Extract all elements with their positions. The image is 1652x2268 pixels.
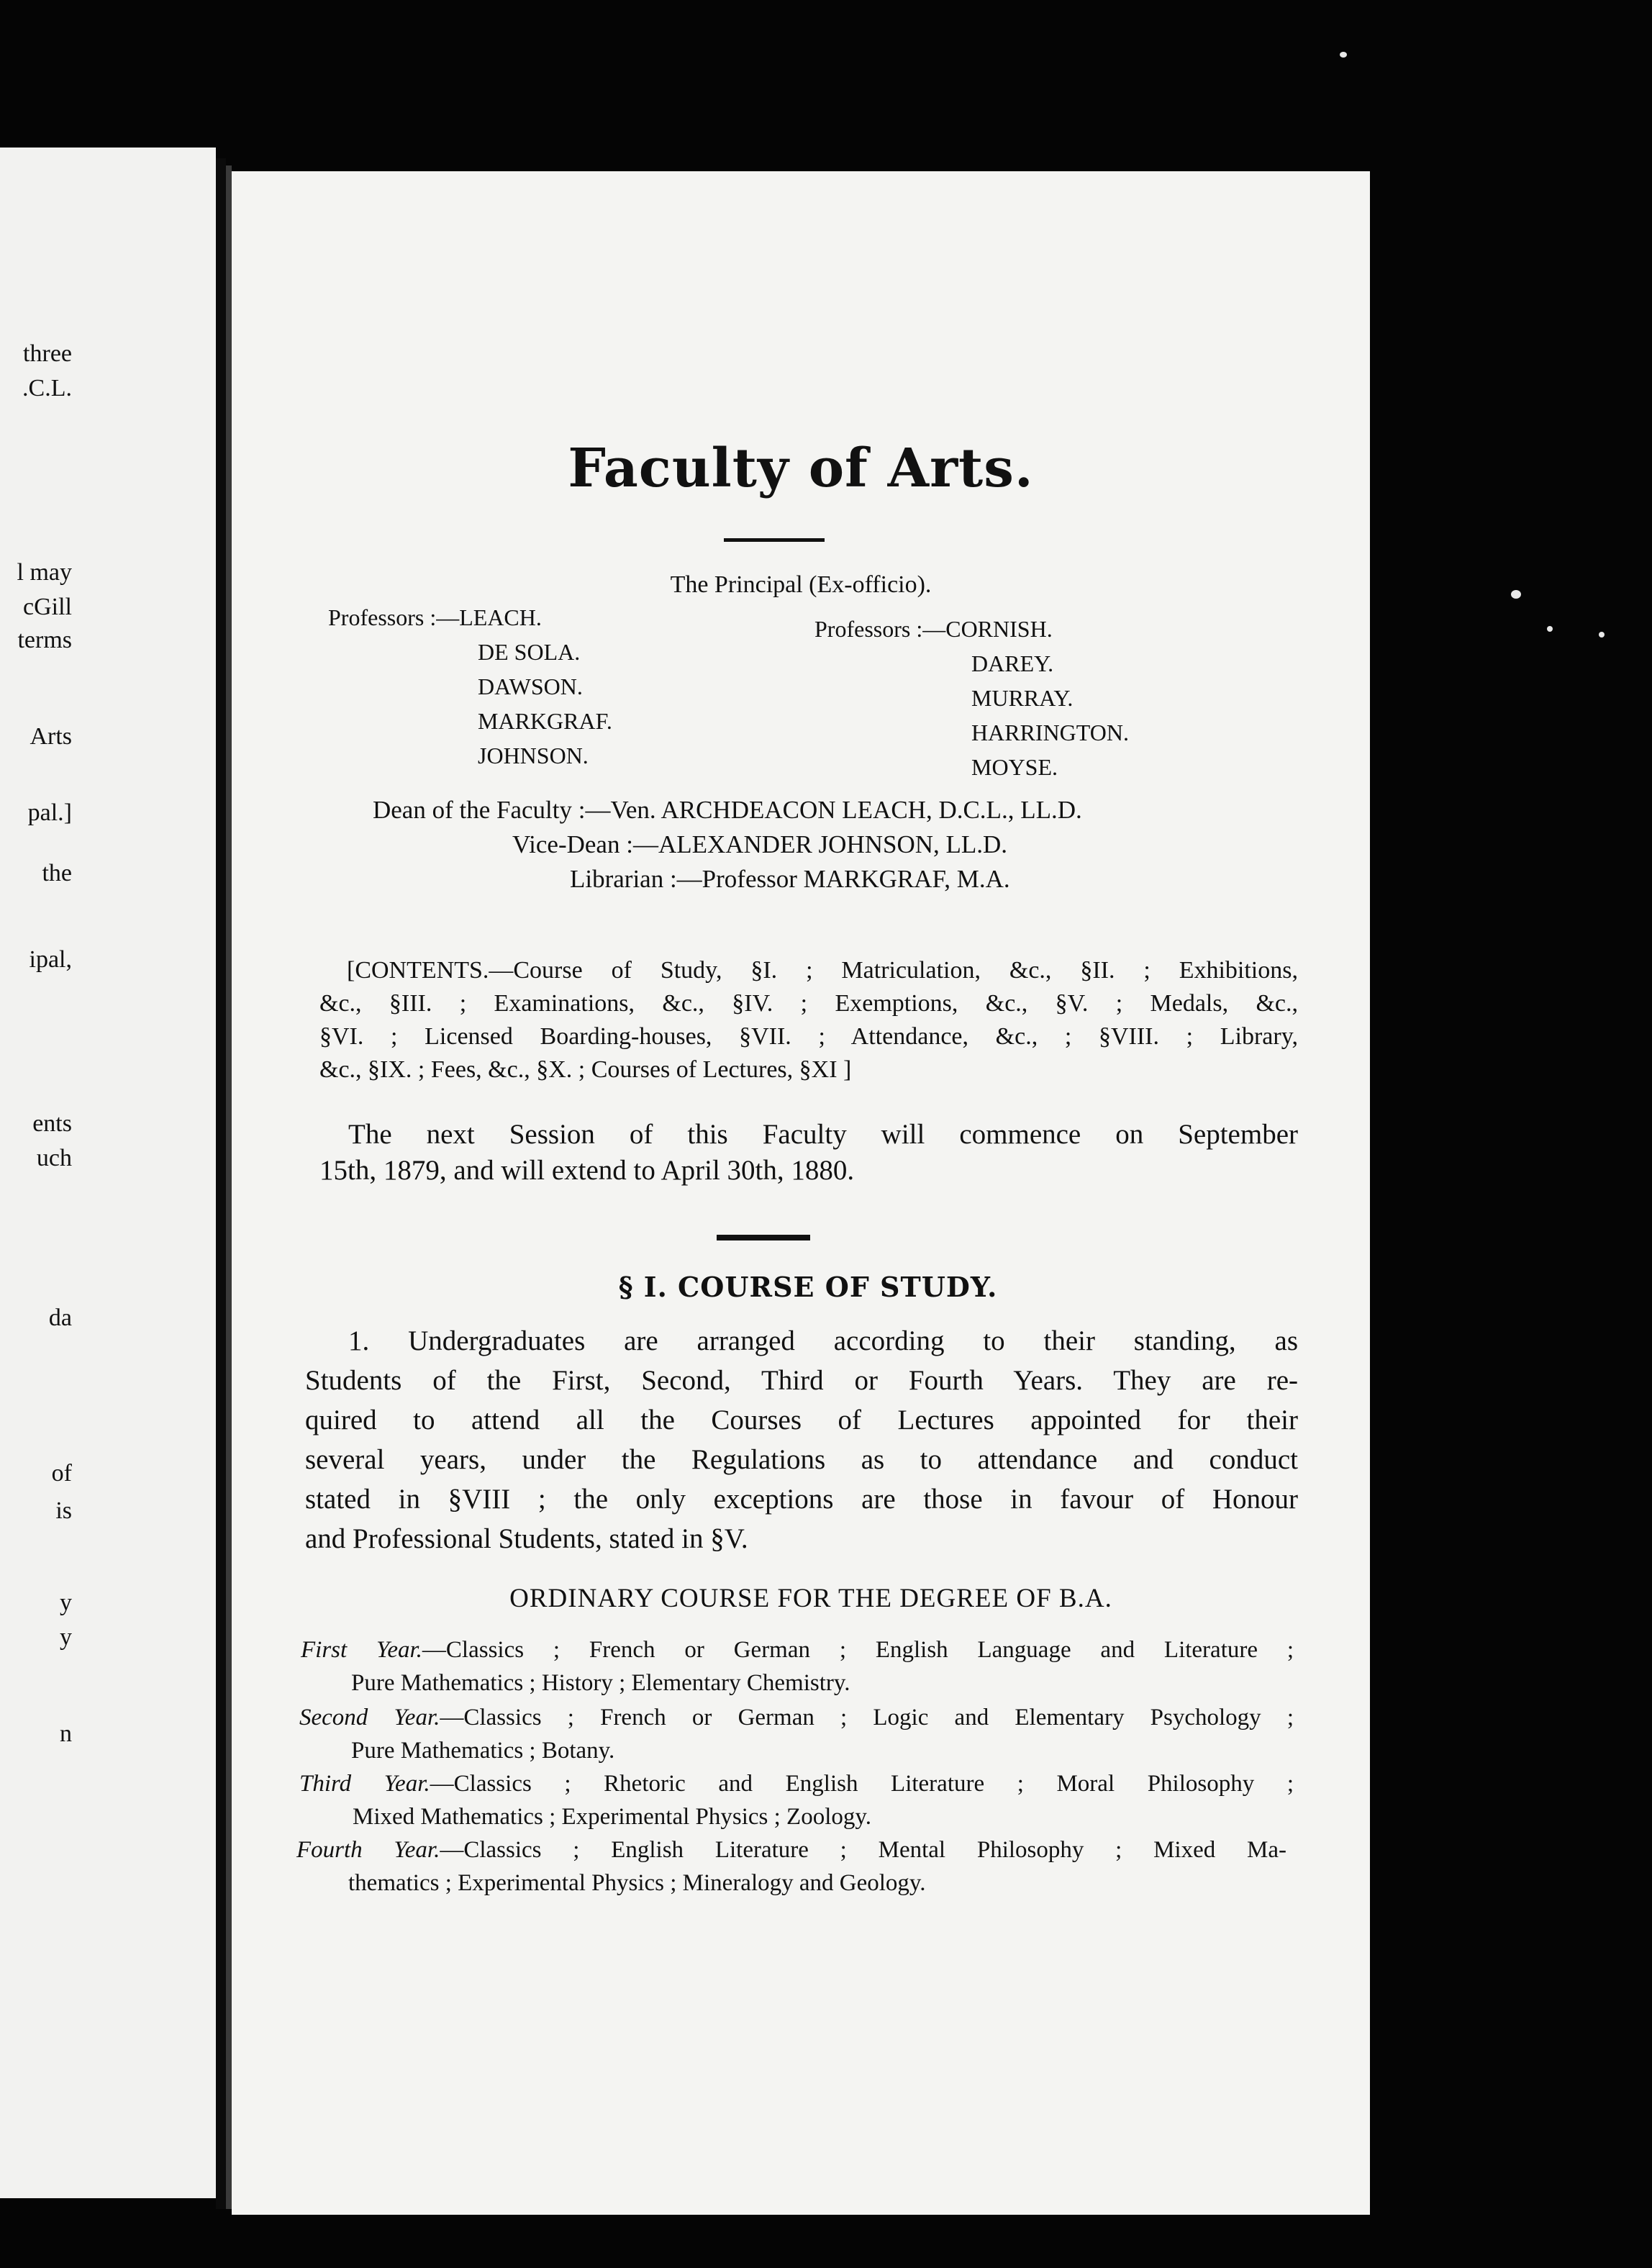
year-label: First Year. bbox=[301, 1637, 422, 1663]
contents-line: [CONTENTS.—Course of Study, §I. ; Matriculation, &c., §II. ; Exhibitions, bbox=[347, 957, 1298, 984]
session-line: The next Session of this Faculty will commence on September bbox=[348, 1119, 1298, 1150]
course-line: 1. Undergraduates are arranged according to their standing, as bbox=[348, 1325, 1298, 1356]
vice-dean-line: Vice-Dean :—ALEXANDER JOHNSON, LL.D. bbox=[512, 830, 1008, 858]
section-heading: § I. COURSE OF STUDY. bbox=[618, 1271, 998, 1303]
course-paragraph bbox=[305, 1321, 1298, 1559]
dean-line: Dean of the Faculty :—Ven. ARCHDEACON LEACH, D.C.L., LL.D. bbox=[373, 796, 1082, 824]
contents-line: &c., §IX. ; Fees, &c., §X. ; Courses of Lectures, §XI ] bbox=[319, 1056, 852, 1083]
dust-speck bbox=[1599, 632, 1605, 638]
left-fragment: y bbox=[60, 1589, 72, 1616]
course-line: quired to attend all the Courses of Lectures appointed for their bbox=[305, 1405, 1298, 1435]
professors-label-left: Professors :—LEACH. bbox=[328, 604, 542, 630]
left-fragment: pal.] bbox=[27, 799, 72, 826]
year-subjects-cont: Mixed Mathematics ; Experimental Physics ; Zoology. bbox=[353, 1804, 871, 1830]
book-gutter bbox=[226, 165, 232, 2209]
dust-speck bbox=[1511, 590, 1521, 599]
session-paragraph bbox=[319, 1117, 1298, 1189]
left-fragment: ipal, bbox=[29, 946, 72, 973]
left-fragment: cGill bbox=[23, 594, 72, 620]
course-line: several years, under the Regulations as to attendance and conduct bbox=[305, 1444, 1298, 1475]
ordinary-course-heading: ORDINARY COURSE FOR THE DEGREE OF B.A. bbox=[509, 1584, 1112, 1613]
year-subjects-cont: Pure Mathematics ; History ; Elementary Chemistry. bbox=[351, 1670, 850, 1696]
left-fragment: of bbox=[51, 1460, 72, 1487]
year-subjects-cont: thematics ; Experimental Physics ; Mineralogy and Geology. bbox=[348, 1870, 926, 1896]
left-fragment: uch bbox=[36, 1145, 72, 1171]
page-title: Faculty of Arts. bbox=[568, 437, 1034, 499]
left-fragment: ents bbox=[32, 1110, 72, 1137]
year-label: Third Year. bbox=[299, 1771, 430, 1797]
librarian-line: Librarian :—Professor MARKGRAF, M.A. bbox=[570, 865, 1010, 893]
year-block bbox=[296, 1833, 1286, 1900]
professor-name: MURRAY. bbox=[971, 685, 1074, 711]
contents-block bbox=[319, 954, 1298, 1087]
year-block bbox=[301, 1633, 1294, 1700]
left-page-fragment bbox=[0, 148, 216, 2198]
course-line: and Professional Students, stated in §V. bbox=[305, 1523, 748, 1554]
left-fragment: .C.L. bbox=[22, 375, 72, 402]
dust-speck bbox=[1340, 52, 1347, 58]
professor-name: DAWSON. bbox=[478, 673, 583, 699]
year-subjects-cont: Pure Mathematics ; Botany. bbox=[351, 1738, 615, 1764]
left-fragment: l may bbox=[17, 559, 72, 586]
left-fragment: Arts bbox=[30, 723, 72, 750]
professor-name: LEACH. bbox=[459, 604, 542, 630]
left-fragment: is bbox=[55, 1497, 72, 1524]
year-label: Second Year. bbox=[299, 1705, 440, 1731]
year-label: Fourth Year. bbox=[296, 1837, 440, 1863]
session-line: 15th, 1879, and will extend to April 30th, 1880. bbox=[319, 1155, 855, 1186]
dust-speck bbox=[1547, 626, 1553, 632]
course-line: Students of the First, Second, Third or Fourth Years. They are re- bbox=[305, 1365, 1298, 1396]
professor-name: HARRINGTON. bbox=[971, 720, 1129, 745]
contents-line: &c., §III. ; Examinations, &c., §IV. ; Exemptions, &c., §V. ; Medals, &c., bbox=[319, 990, 1298, 1017]
title-rule bbox=[724, 538, 825, 542]
left-fragment: y bbox=[60, 1624, 72, 1651]
professor-name: DAREY. bbox=[971, 650, 1054, 676]
year-block bbox=[299, 1767, 1294, 1833]
course-line: stated in §VIII ; the only exceptions are those in favour of Honour bbox=[305, 1484, 1298, 1515]
document-page bbox=[232, 171, 1370, 2215]
book-spine bbox=[216, 158, 226, 2209]
professor-name: MARKGRAF. bbox=[478, 708, 612, 734]
principal-line: The Principal (Ex-officio). bbox=[670, 571, 932, 598]
professor-name: DE SOLA. bbox=[478, 639, 581, 665]
left-fragment: n bbox=[60, 1720, 72, 1747]
year-subjects: —Classics ; French or German ; Logic and Elementary Psychology ; bbox=[440, 1705, 1294, 1731]
contents-line: §VI. ; Licensed Boarding-houses, §VII. ; Attendance, &c., ; §VIII. ; Library, bbox=[319, 1023, 1298, 1050]
year-subjects: —Classics ; English Literature ; Mental Philosophy ; Mixed Ma- bbox=[440, 1837, 1286, 1863]
year-subjects: —Classics ; Rhetoric and English Literature ; Moral Philosophy ; bbox=[430, 1771, 1294, 1797]
professor-name: CORNISH. bbox=[945, 616, 1053, 642]
left-fragment: da bbox=[48, 1305, 72, 1331]
year-block bbox=[299, 1701, 1294, 1767]
professor-name: JOHNSON. bbox=[478, 743, 589, 768]
left-fragment: three bbox=[23, 340, 72, 367]
year-subjects: —Classics ; French or German ; English Language and Literature ; bbox=[422, 1637, 1294, 1663]
professor-name: MOYSE. bbox=[971, 754, 1058, 780]
left-fragment: terms bbox=[17, 627, 72, 653]
professors-label-right: Professors :—CORNISH. bbox=[814, 616, 1053, 642]
left-fragment: the bbox=[42, 860, 72, 886]
section-rule bbox=[717, 1235, 810, 1240]
